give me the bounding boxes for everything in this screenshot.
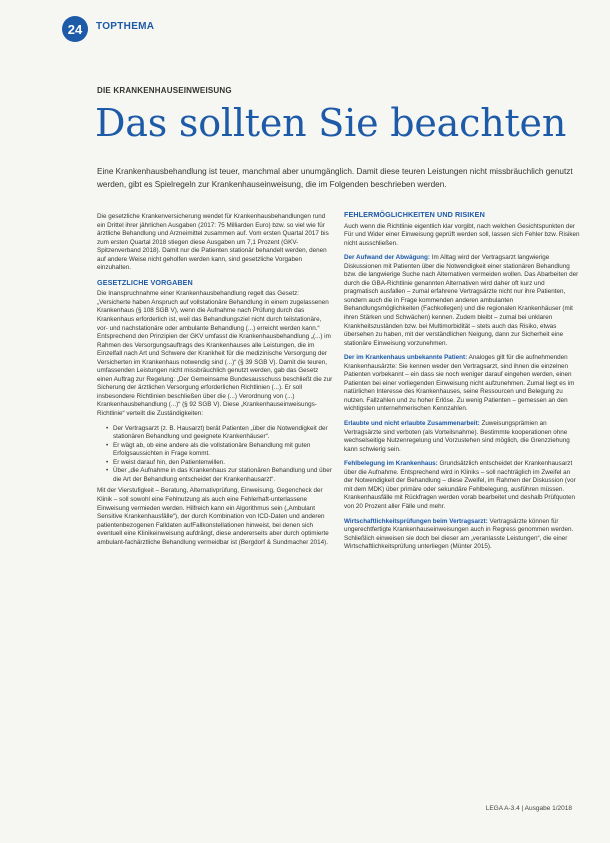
intro-paragraph: Die gesetzliche Krankenversicherung wendet für Krankenhausbehandlungen rund ein Drittel ihrer jährlichen Ausgaben (2017: 75 Milliarden Euro) bzw. so viel wie für ärztliche Behandlung und Arzneimittel zusammen auf. Vom ersten Quartal 2017 bis zum ersten Quartal 2018 stiegen diese Ausgaben um 7,1 Prozent (GKV-Spitzenverband 2018). Damit nur die Patienten stationär behandelt werden, denen auf andere Weise nicht geholfen werden kann, sind gesetzliche Vorgaben einzuhalten. — [97, 213, 329, 272]
list-item: • Über „die Aufnahme in das Krankenhaus zur stationären Behandlung und über die Art der Behandlung entscheidet der Krankenhausarzt“. — [113, 467, 333, 484]
list-item: • Er weist darauf hin, den Patientenwillen. — [113, 459, 333, 468]
lead-in-wirtschaftlichkeit: Wirtschaftlichkeitsprüfungen beim Vertragsarzt: — [344, 517, 488, 525]
text-wirtschaftlichkeit: Vertragsärzte können für ungerechtfertigte Krankenhauseinweisungen auch in Regress genommen werden. Schließlich einweisen sie doch bei dieser am „veranlasste Leistungen“, die einer Wirtschaftlichkeitsprüfung unterliegen (Münter 2015). — [344, 517, 574, 551]
paragraph-wirtschaftlichkeit — [344, 518, 580, 552]
paragraph-unbekannter-patient — [344, 354, 580, 414]
lead-in-unbekannter-patient: Der im Krankenhaus unbekannte Patient: — [344, 354, 468, 362]
left-column — [97, 213, 333, 553]
article-headline: Das sollten Sie beachten — [95, 101, 567, 145]
text-abwaegung: Im Alltag wird der Vertragsarzt langwierige Diskussionen mit Patienten über die Notwendigkeit einer stationären Behandlung bzw. die langwierige Suche nach Alternativen vermeiden wollen. Das Abarbeiten der durch die GBA-Richtlinie genannten Alternativen wird daher oft kurz und pragmatisch ausfallen – zumal erfahrene Vertragsärzte nicht nur ihre Patienten, sondern auch die in Frage kommenden anderen ambulanten Behandlungsmöglichkeiten (Fachkollegen) und die regionalen Krankenhäuser (mit ihren Stärken und Schwächen) kennen. Zudem bleibt – zumal bei unklaren Krankheitszuständen bzw. bei Multimorbidität – stets auch das Risiko, etwas übersehen zu haben, mit der verständlichen Neigung, dann zur Sicherheit eine stationäre Einweisung vorzunehmen. — [344, 254, 579, 347]
vorgaben-paragraph: Die Inanspruchnahme einer Krankenhausbehandlung regelt das Gesetz: „Versicherte haben Anspruch auf vollstationäre Behandlung in einem zugelassenen Krankenhaus (§ 108 SGB V), wenn die Aufnahme nach Prüfung durch das Krankenhaus erforderlich ist, weil das Behandlungsziel nicht durch teilstationäre, vor- und nachstationäre oder ambulante Behandlung (...) erreicht werden kann.“ Entsprechend den Prinzipien der GKV umfasst die Krankenhausbehandlung „(...) im Rahmen des Versorgungsauftrags des Krankenhauses alle Leistungen, die im Einzelfall nach Art und Schwere der Krankheit für die medizinische Versorgung der Versicherten im Krankenhaus notwendig sind (...)“ (§ 39 SGB V). Damit die teuren, umfassenden Leistungen nicht missbräuchlich genutzt werden, gab das Gesetz einen Auftrag zur Regelung: „Der Gemeinsame Bundesausschuss beschließt die zur Sicherung der ärztlichen Versorgung erforderlichen Richtlinien (...). Er soll insbesondere Richtlinien beschließen über die (...) Verordnung von (...) Krankenhausbehandlung (...)“ (§ 92 SGB V). Diese „Krankenhauseinweisungs-Richtlinie“ verteilt die Zuständigkeiten: — [97, 290, 333, 418]
lead-in-abwaegung: Der Aufwand der Abwägung: — [344, 254, 430, 262]
section-label: TOPTHEMA — [96, 21, 155, 32]
article-kicker: DIE KRANKENHAUSEINWEISUNG — [97, 86, 232, 95]
right-column — [344, 211, 580, 558]
lead-in-zusammenarbeit: Erlaubte und nicht erlaubte Zusammenarbeit: — [344, 420, 480, 428]
heading-gesetzliche-vorgaben: GESETZLICHE VORGABEN — [97, 277, 193, 287]
text-zusammenarbeit: Zuweisungsprämien an Vertragsärzte sind verboten (als Vorteilsnahme). Bestimmte kooperationen ohne wechselseitige Nutzenregelung und Vorzustehen sind möglich, die Grenzziehung kann schwierig sein. — [344, 420, 570, 453]
article-lead: Eine Krankenhausbehandlung ist teuer, manchmal aber unumgänglich. Damit diese teuren Leistungen nicht missbräuchlich genutzt werden, gibt es Spielregeln zur Krankenhauseinweisung, die im Folgenden beschrieben werden. — [97, 167, 573, 189]
list-item: • Der Vertragsarzt (z. B. Hausarzt) berät Patienten „über die Notwendigkeit der stationären Behandlung und geeignete Krankenhäuser“. — [113, 425, 333, 442]
paragraph-abwaegung — [344, 254, 580, 348]
paragraph-fehlbelegung — [344, 460, 580, 511]
list-item: • Er wägt ab, ob eine andere als die vollstationäre Behandlung mit guten Erfolgsaussichten in Frage kommt. — [113, 442, 333, 459]
closing-paragraph: Mit der Vierstufigkeit – Beratung, Alternativprüfung, Einweisung, Gegencheck der Klinik – soll sowohl eine Fehlnutzung als auch eine Fehlerhaft-unterlassene Einweisung vermieden werden. Hilfreich kann ein Algorithmus sein („Ambulant Sensitive Krankenhausfälle“), der durch Kombination von ICD-Daten und anderen patientenbezogenen Falldaten aufFallkonstellationen hinweist, bei denen sich eventuell eine Klinikeinweisung aufdrängt, diese andererseits aber durch optimierte ambulant-fachärztliche Behandlung vermeidbar ist (Bergdorf & Sundmacher 2014). — [97, 487, 329, 546]
paragraph-zusammenarbeit — [344, 420, 580, 454]
page-number-badge: 24 — [62, 16, 88, 42]
heading-fehlermoeglichkeiten: FEHLERMÖGLICHKEITEN UND RISIKEN — [344, 210, 485, 219]
page-footer: LEGA A-3.4 | Ausgabe 1/2018 — [485, 805, 572, 812]
risiken-paragraph: Auch wenn die Richtlinie eigentlich klar vorgibt, nach welchen Gesichtspunkten der Für und Wider einer Einweisung geprüft werden soll, lassen sich Fehler bzw. Risiken nicht ausschließen. — [344, 222, 580, 247]
text-unbekannter-patient: Analoges gilt für die aufnehmenden Krankenhausärzte: Sie kennen weder den Vertragsarzt, sind ihnen die einzelnen Patienten vorbekannt – ein dass sie noch weniger darauf eingehen werden, einen Patienten bei einer vorliegenden Einweisung nicht aufzunehmen. Zumal liegt es im natürlichen Interesse des Krankenhauses, seine Ressourcen und Belegung zu nutzen. Fallzahlen und zu hoher Erlöse. Zu wenig Patienten – gemessen an den wichtigsten unternehmerischen Kennzahlen. — [344, 354, 575, 413]
responsibilities-list — [97, 425, 333, 485]
lead-in-fehlbelegung: Fehlbelegung im Krankenhaus: — [344, 460, 438, 468]
text-fehlbelegung: Grundsätzlich entscheidet der Krankenhausarzt über die Aufnahme. Entsprechend wird in Kliniks – soll nachträglich im Zweifel an der Notwendigkeit der Behandlung – diese Zweifel, im Rahmen der Diskussion (vor mit dem MDK) über primäre oder sekundäre Fehlbelegung, ausführen müssen. Krankenhausfälle mit Rückfragen werden vorab bearbeitet und deshalb Prüfquoten von 20 Prozent aller Fälle und mehr. — [344, 460, 576, 510]
